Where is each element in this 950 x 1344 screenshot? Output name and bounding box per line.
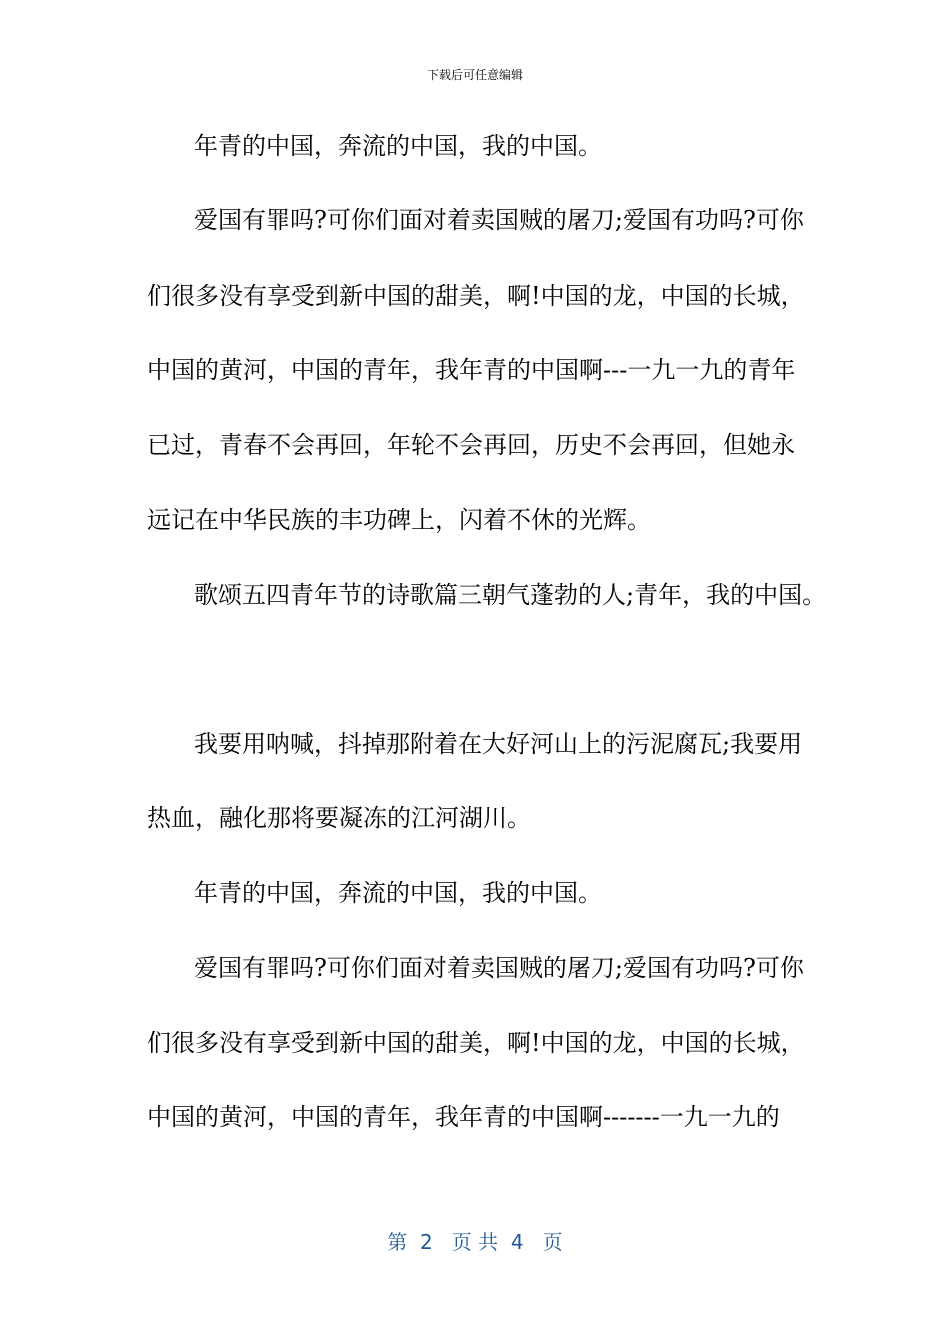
text-line: 们很多没有享受到新中国的甜美，啊!中国的龙，中国的长城， xyxy=(147,282,805,310)
text-line: 年青的中国，奔流的中国，我的中国。 xyxy=(194,879,602,907)
page-header-note: 下载后可任意编辑 xyxy=(426,68,523,82)
text-line: 爱国有罪吗?可你们面对着卖国贼的屠刀;爱国有功吗?可你 xyxy=(194,206,804,234)
text-line: 我要用呐喊，抖掉那附着在大好河山上的污泥腐瓦;我要用 xyxy=(194,730,803,758)
text-line: 中国的黄河，中国的青年，我年青的中国啊---一九一九的青年 xyxy=(147,356,796,384)
page-number-footer: 第 2 页 共 4 页 xyxy=(387,1230,563,1254)
text-line: 中国的黄河，中国的青年，我年青的中国啊-------一九一九的 xyxy=(147,1103,780,1131)
text-line: 年青的中国，奔流的中国，我的中国。 xyxy=(194,132,602,160)
text-line: 热血，融化那将要凝冻的江河湖川。 xyxy=(147,804,531,832)
text-line: 已过，青春不会再回，年轮不会再回，历史不会再回，但她永 xyxy=(147,431,795,459)
text-line: 远记在中华民族的丰功碑上，闪着不休的光辉。 xyxy=(147,506,651,534)
text-line: 们很多没有享受到新中国的甜美，啊!中国的龙，中国的长城， xyxy=(147,1029,805,1057)
text-line: 爱国有罪吗?可你们面对着卖国贼的屠刀;爱国有功吗?可你 xyxy=(194,954,804,982)
text-line: 歌颂五四青年节的诗歌篇三朝气蓬勃的人;青年，我的中国。 xyxy=(194,581,827,609)
